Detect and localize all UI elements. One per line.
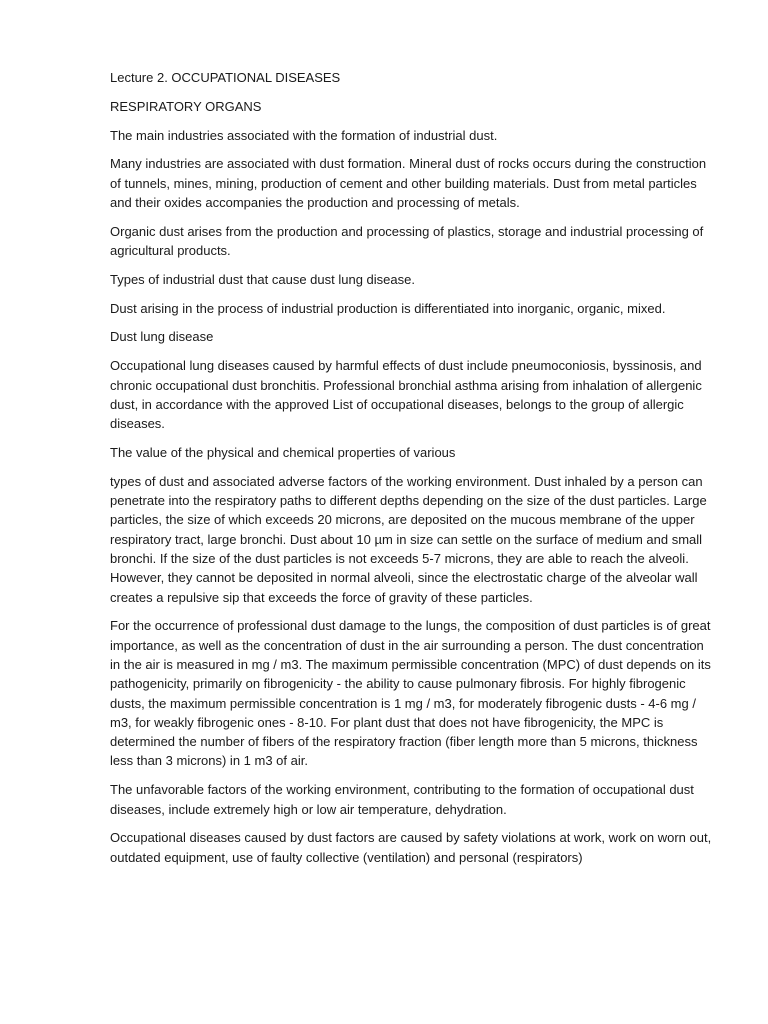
paragraph-dust-classification: Dust arising in the process of industrial production is differentiated into inorganic, organic, mixed. (110, 300, 666, 316)
paragraph-organic-dust: Organic dust arises from the production and processing of plastics, storage and industrial processing of agricultural products. (110, 223, 704, 259)
paragraph-industries-intro: The main industries associated with the formation of industrial dust. (110, 127, 498, 143)
paragraph-particle-size: types of dust and associated adverse factors of the working environment. Dust inhaled by a person can penetrate into the respiratory paths to different depths depending on the size of the dust particles. Large particles, the size of which exceeds 20 microns, are deposited on the mucous membrane of the upper respiratory tract, large bronchi. Dust about 10 µm in size can settle on the surface of medium and small bronchi. If the size of the dust particles is not exceeds 5-7 microns, they are able to reach the alveoli. However, they cannot be deposited in normal alveoli, since the electrostatic charge of the alveolar wall creates a repulsive sip that exceeds the force of gravity of these particles. (110, 473, 707, 605)
paragraph-dust-formation: Many industries are associated with dust formation. Mineral dust of rocks occurs during the construction of tunnels, mines, mining, production of cement and other building materials. Dust from metal particles and their oxides accompanies the production and processing of metals. (110, 156, 707, 210)
paragraph-dust-types-heading: Types of industrial dust that cause dust lung disease. (110, 271, 415, 287)
paragraph-properties-heading: The value of the physical and chemical properties of various (110, 444, 456, 460)
paragraph-concentration: For the occurrence of professional dust damage to the lungs, the composition of dust particles is of great importance, as well as the concentration of dust in the air surrounding a person. The dust concentration in the air is measured in mg / m3. The maximum permissible concentration (MPC) of dust depends on its pathogenicity, primarily on fibrogenicity - the ability to cause pulmonary fibrosis. For highly fibrogenic dusts, the maximum permissible concentration is 1 mg / m3, for moderately fibrogenic dusts - 4-6 mg / m3, for weakly fibrogenic ones - 8-10. For plant dust that does not have fibrogenicity, the MPC is determined the number of fibers of the respiratory fraction (fiber length more than 5 microns, thickness less than 3 microns) in 1 m3 of air. (110, 618, 711, 769)
paragraph-safety-violations: Occupational diseases caused by dust factors are caused by safety violations at work, work on worn out, outdated equipment, use of faulty collective (ventilation) and personal (respirators) (110, 830, 712, 865)
paragraph-lung-diseases: Occupational lung diseases caused by harmful effects of dust include pneumoconiosis, byssinosis, and chronic occupational dust bronchitis. Professional bronchial asthma arising from inhalation of allergenic dust, in accordance with the approved List of occupational diseases, belongs to the group of allergic diseases. (110, 358, 702, 432)
document-subtitle: RESPIRATORY ORGANS (110, 98, 262, 114)
paragraph-lung-disease-heading: Dust lung disease (110, 329, 214, 345)
document-title: Lecture 2. OCCUPATIONAL DISEASES (110, 70, 341, 85)
document-page (110, 68, 716, 876)
paragraph-unfavorable-factors: The unfavorable factors of the working environment, contributing to the formation of occupational dust diseases, include extremely high or low air temperature, dehydration. (110, 782, 694, 817)
